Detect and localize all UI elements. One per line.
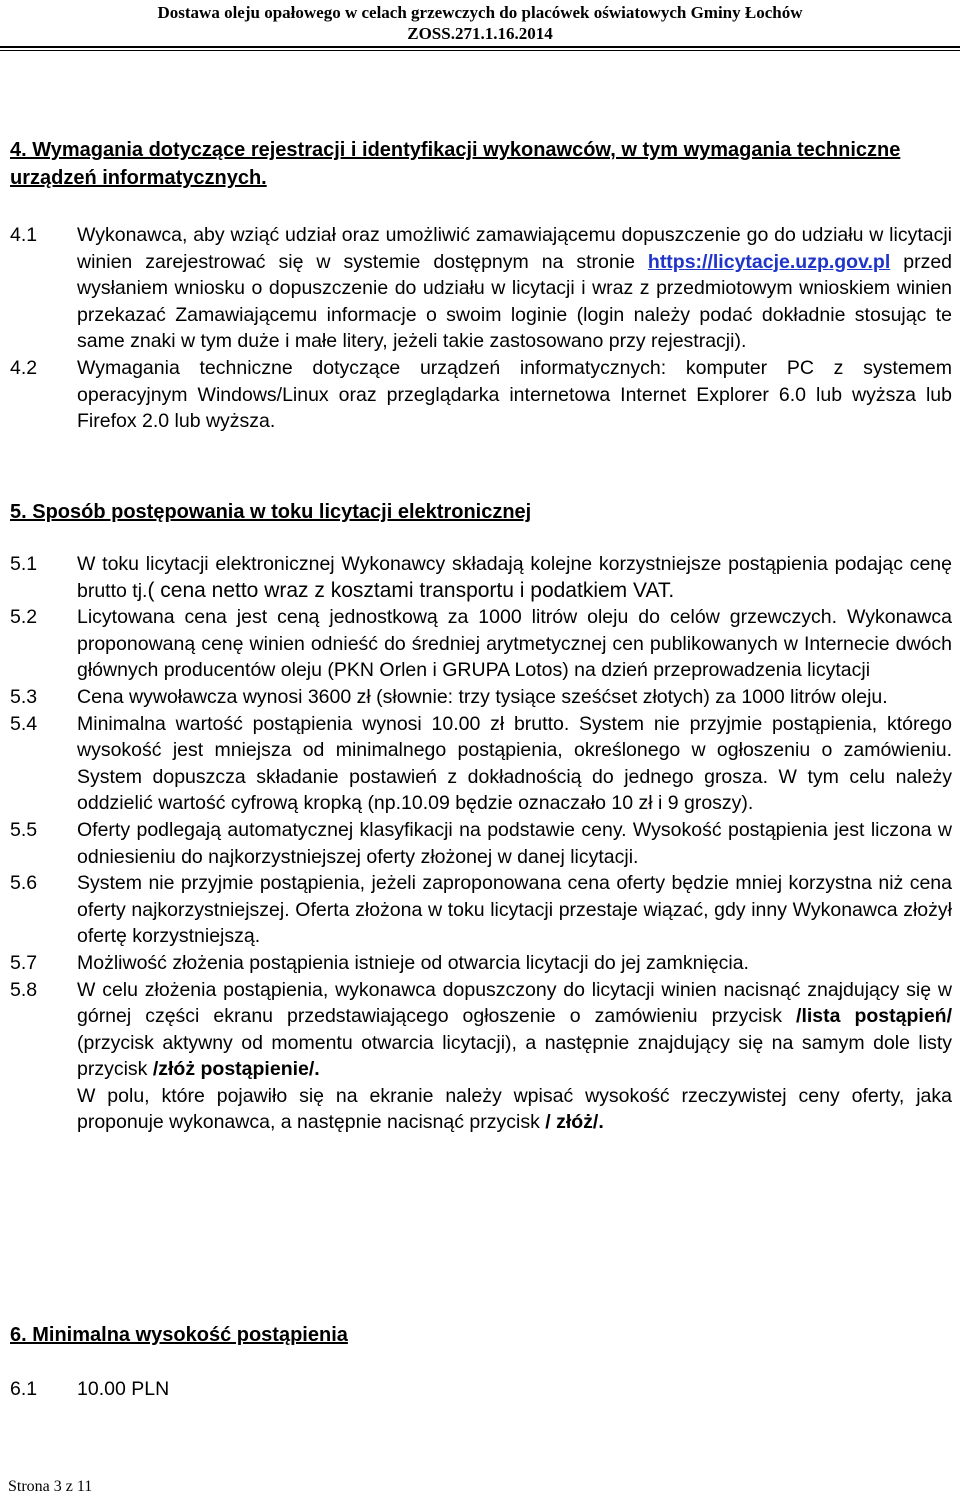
paragraph-text: (przycisk aktywny od momentu otwarcia licytacji), a następnie znajdujący się na samym dole listy przycisk — [77, 1031, 952, 1081]
header-ref: ZOSS.271.1.16.2014 — [407, 24, 553, 43]
document-header — [0, 2, 960, 44]
paragraph-text: 10.00 PLN — [77, 1378, 170, 1400]
paragraph-number: 5.6 — [10, 872, 38, 895]
paragraph-text: Minimalna wartość postąpienia wynosi 10.00 zł brutto. System nie przyjmie postąpienia, którego wysokość jest mniejsza od minimalnego postąpienia, określonego w ogłoszeniu o zamówieniu. System dopuszcza składanie postawień z dokładnością do jednego grosza. W tym celu należy oddzielić wartość cyfrową kropką (np.10.09 będzie oznaczało 10 zł i 9 groszy). — [77, 712, 952, 815]
section-4-heading: 4. Wymagania dotyczące rejestracji i identyfikacji wykonawców, w tym wymagania techniczne urządzeń informatycznych. — [10, 139, 901, 189]
header-title: Dostawa oleju opałowego w celach grzewczych do placówek oświatowych Gminy Łochów — [157, 3, 803, 22]
section-5-heading: 5. Sposób postępowania w toku licytacji elektronicznej — [10, 501, 532, 523]
paragraph-text: Możliwość złożenia postąpienia istnieje od otwarcia licytacji do jej zamknięcia. — [77, 951, 749, 974]
paragraph-5-7 — [10, 950, 952, 977]
paragraph-number: 4.1 — [10, 224, 38, 246]
header-rule — [0, 46, 960, 51]
zloz-label: / złóż/. — [545, 1111, 604, 1134]
paragraph-text: W celu złożenia postąpienia, wykonawca dopuszczony do licytacji winien nacisnąć znajdujący się w górnej części ekranu przedstawiającego ogłoszenie o zamówieniu przycisk — [77, 978, 952, 1028]
page-number: Strona 3 z 11 — [8, 1478, 93, 1495]
paragraph-text: Wymagania techniczne dotyczące urządzeń informatycznych: komputer PC z systemem operacyjnym Windows/Linux oraz przeglądarka internetowa Internet Explorer 6.0 lub wyższa lub Firefox 2.0 lub wyższa. — [77, 356, 952, 433]
paragraph-5-6 — [10, 870, 952, 950]
paragraph-number: 5.2 — [10, 606, 38, 629]
paragraph-number: 5.5 — [10, 818, 38, 841]
section-6-body — [10, 1376, 952, 1403]
paragraph-text: System nie przyjmie postąpienia, jeżeli zaproponowana cena oferty będzie mniej korzystna niż cena oferty najkorzystniejszej. Oferta złożona w toku licytacji przestaje wiązać, gdy inny Wykonawca złożył ofertę korzystniejszą. — [77, 872, 952, 948]
paragraph-number: 4.2 — [10, 356, 38, 379]
zloz-postapienie-label: /złóż postąpienie/. — [152, 1058, 320, 1081]
paragraph-5-8 — [10, 977, 952, 1137]
paragraph-4-1 — [10, 222, 952, 355]
paragraph-number: 5.8 — [10, 978, 38, 1001]
paragraph-number: 5.3 — [10, 685, 38, 708]
paragraph-5-1 — [10, 551, 952, 604]
paragraph-number: 5.4 — [10, 712, 38, 735]
paragraph-text: przed wysłaniem wniosku o dopuszczenie do udziału w licytacji i wraz z przedmiotowym wnioskiem winien przekazać Zamawiającemu informacje o swoim loginie (login należy podać dokładnie stosując te same znaki w tym duże i małe litery, jeżeli takie zastosowano przy rejestracji). — [77, 250, 953, 353]
paragraph-number: 6.1 — [10, 1378, 38, 1400]
paragraph-text: W polu, które pojawiło się na ekranie należy wpisać wysokość rzeczywistej ceny oferty, jaka proponuje wykonawca, a następnie nacisnąć przycisk — [77, 1084, 952, 1134]
section-4-body — [10, 222, 952, 435]
paragraph-5-2 — [10, 604, 952, 684]
paragraph-text: W toku licytacji elektronicznej Wykonawcy składają kolejne korzystniejsze postąpienia podając cenę brutto tj. — [77, 553, 952, 602]
paragraph-text: Cena wywoławcza wynosi 3600 zł (słownie: trzy tysiące sześćset złotych) za 1000 litrów oleju. — [77, 685, 888, 708]
section-5-body — [10, 551, 952, 1136]
paragraph-number: 5.1 — [10, 553, 38, 575]
section-6-heading: 6. Minimalna wysokość postąpienia — [10, 1324, 348, 1346]
lista-postapien-label: /lista postąpień/ — [796, 1005, 952, 1028]
paragraph-5-3 — [10, 684, 952, 711]
paragraph-number: 5.7 — [10, 951, 38, 974]
paragraph-5-5 — [10, 817, 952, 870]
paragraph-5-4 — [10, 711, 952, 817]
licytacje-link[interactable]: https://licytacje.uzp.gov.pl — [647, 250, 891, 273]
paragraph-text: Wykonawca, aby wziąć udział oraz umożliwić zamawiającemu dopuszczenie go do udziału w licytacji winien zarejestrować się w systemie dostępnym na stronie — [77, 224, 952, 273]
paragraph-6-1 — [10, 1376, 952, 1403]
paragraph-4-2 — [10, 355, 952, 435]
paragraph-text: Licytowana cena jest ceną jednostkową za 1000 litrów oleju do celów grzewczych. Wykonawca proponowaną cenę winien odnieść do średniej arytmetycznej cen publikowanych w Internecie dwóch głównych producentów oleju (PKN Orlen i GRUPA Lotos) na dzień przeprowadzenia licytacji — [77, 606, 952, 682]
paragraph-text: Oferty podlegają automatycznej klasyfikacji na podstawie ceny. Wysokość postąpienia jest liczona w odniesieniu do najkorzystniejszej oferty złożonej w danej licytacji. — [77, 818, 952, 868]
paragraph-text-large: ( cena netto wraz z kosztami transportu i podatkiem VAT. — [147, 578, 675, 602]
